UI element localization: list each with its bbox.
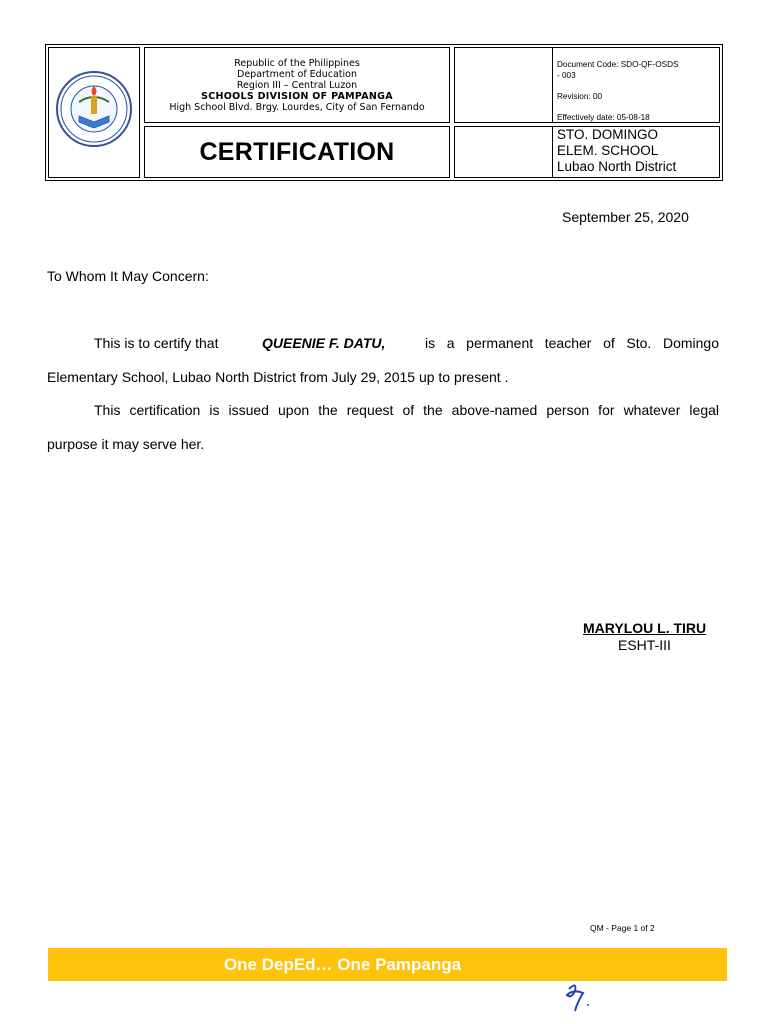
- signature-mark-icon: [563, 977, 593, 1017]
- school-name-line-1: STO. DOMINGO: [557, 127, 659, 142]
- paragraph-2-line-2: purpose it may serve her.: [47, 436, 205, 452]
- document-code: Document Code: SDO-QF-OSDS: [557, 60, 679, 69]
- school-name-line-2: ELEM. SCHOOL: [557, 143, 659, 158]
- address-line-division: SCHOOLS DIVISION OF PAMPANGA: [201, 91, 393, 102]
- header-spacer-top: [454, 47, 552, 123]
- signatory-name: MARYLOU L. TIRU: [583, 620, 707, 636]
- paragraph-1-line-2: Elementary School, Lubao North District from July 29, 2015 up to present .: [47, 369, 509, 385]
- document-code-cell: [552, 47, 720, 123]
- document-header: [45, 44, 723, 181]
- paragraph-1-rest: is a permanent teacher of Sto. Domingo: [425, 335, 719, 351]
- page-number: QM - Page 1 of 2: [590, 923, 655, 933]
- school-seal-icon: [51, 50, 137, 175]
- footer-slogan: One DepEd… One Pampanga: [223, 954, 462, 974]
- school-cell: [552, 126, 720, 178]
- salutation: To Whom It May Concern:: [47, 268, 209, 284]
- address-line-region: Region III – Central Luzon: [236, 80, 358, 91]
- address-cell: [144, 47, 450, 123]
- header-spacer-bottom: [454, 126, 552, 178]
- effective-date: Effectively date: 05-08-18: [557, 113, 650, 122]
- letter-date: September 25, 2020: [562, 209, 689, 225]
- signatory-title: ESHT-III: [618, 637, 671, 653]
- revision: Revision: 00: [557, 92, 603, 101]
- paragraph-2-line-1: This certification is issued upon the request of the above-named person for whatever legal: [94, 402, 719, 418]
- paragraph-1-start: This is to certify that: [94, 335, 219, 351]
- logo-cell: [48, 47, 140, 178]
- document-code-continued: - 003: [557, 71, 576, 80]
- title-cell: [144, 126, 450, 178]
- footer-slogan-bar: [48, 948, 727, 981]
- teacher-name: QUEENIE F. DATU,: [262, 335, 386, 351]
- address-line-department: Department of Education: [237, 69, 357, 80]
- address-line-street: High School Blvd. Brgy. Lourdes, City of San Fernando: [169, 102, 425, 113]
- address-line-republic: Republic of the Philippines: [234, 58, 360, 69]
- school-district: Lubao North District: [557, 159, 677, 174]
- certification-title: CERTIFICATION: [199, 137, 395, 166]
